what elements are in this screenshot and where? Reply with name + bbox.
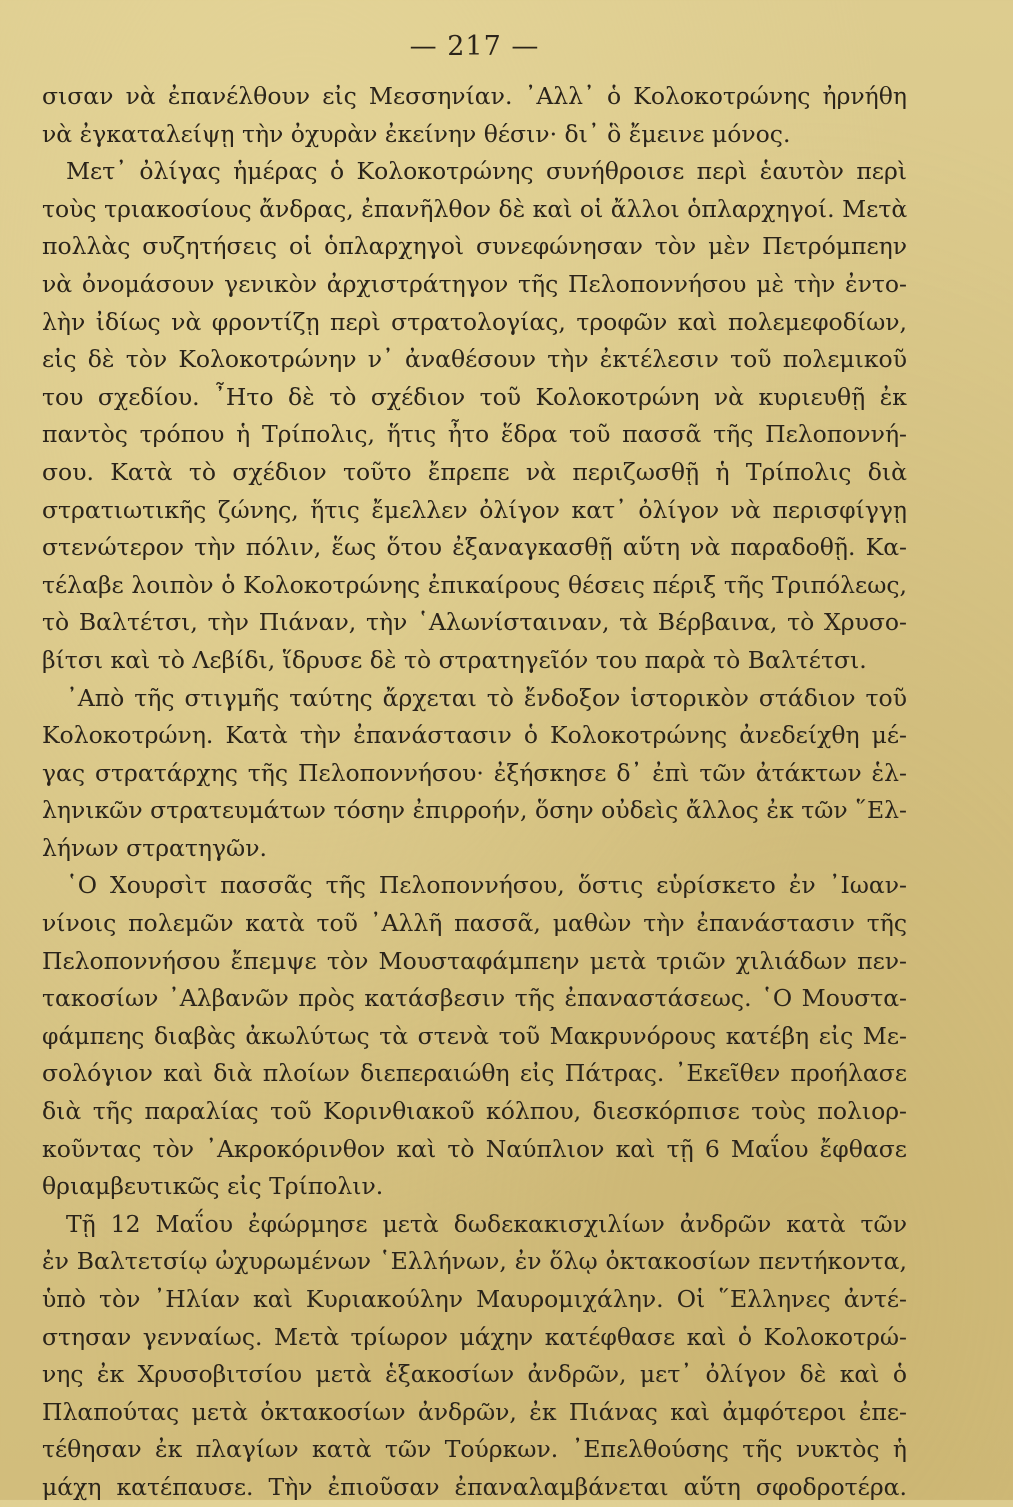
text-line: Τῇ 12 Μαΐου ἐφώρμησε μετὰ δωδεκακισχιλίων ἀνδρῶν κατὰ τῶν [66, 1209, 907, 1238]
book-page [42, 22, 907, 1501]
text-line: νίνοις πολεμῶν κατὰ τοῦ ᾿Αλλῆ πασσᾶ, μαθὼν τὴν ἐπανάστασιν τῆς [42, 909, 907, 938]
text-line: σολόγιον καὶ διὰ πλοίων διεπεραιώθη εἰς Πάτρας. ᾿Εκεῖθεν προήλασε [42, 1059, 907, 1088]
text-line: νὰ ἐγκαταλείψῃ τὴν ὀχυρὰν ἐκείνην θέσιν· δι᾿ ὃ ἔμεινε μόνος. [42, 119, 791, 148]
text-line: τακοσίων ᾿Αλβανῶν πρὸς κατάσβεσιν τῆς ἐπαναστάσεως. ῾Ο Μουστα- [42, 984, 907, 1013]
text-line: θριαμβευτικῶς εἰς Τρίπολιν. [42, 1172, 384, 1201]
text-line: στησαν γενναίως. Μετὰ τρίωρον μάχην κατέφθασε καὶ ὁ Κολοκοτρώ- [42, 1322, 907, 1351]
text-line: ἐν Βαλτετσίῳ ὠχυρωμένων ῾Ελλήνων, ἐν ὅλῳ ὀκτακοσίων πεντήκοντα, [42, 1247, 907, 1276]
text-line: στρατιωτικῆς ζώνης, ἥτις ἔμελλεν ὀλίγον κατ᾿ ὀλίγον νὰ περισφίγγῃ [42, 495, 907, 524]
text-line: λὴν ἰδίως νὰ φροντίζῃ περὶ στρατολογίας, τροφῶν καὶ πολεμεφοδίων, [42, 307, 907, 336]
text-line: ᾿Απὸ τῆς στιγμῆς ταύτης ἄρχεται τὸ ἔνδοξον ἱστορικὸν στάδιον τοῦ [66, 683, 907, 712]
text-line: ληνικῶν στρατευμάτων τόσην ἐπιρροήν, ὅσην οὐδεὶς ἄλλος ἐκ τῶν ῞Ελ- [42, 796, 907, 825]
text-line: γας στρατάρχης τῆς Πελοποννήσου· ἐξήσκησε δ᾿ ἐπὶ τῶν ἀτάκτων ἑλ- [42, 758, 907, 787]
text-line: μάχη κατέπαυσε. Τὴν ἐπιοῦσαν ἐπαναλαμβάνεται αὕτη σφοδροτέρα. [42, 1472, 907, 1501]
text-line: νὰ ὀνομάσουν γενικὸν ἀρχιστράτηγον τῆς Πελοποννήσου μὲ τὴν ἐντο- [42, 269, 907, 298]
text-line: σισαν νὰ ἐπανέλθουν εἰς Μεσσηνίαν. ᾿Αλλ᾿ ὁ Κολοκοτρώνης ἠρνήθη [42, 82, 907, 110]
page-number: — 217 — [409, 31, 540, 62]
text-line: εἰς δὲ τὸν Κολοκοτρώνην ν᾿ ἀναθέσουν τὴν ἐκτέλεσιν τοῦ πολεμικοῦ [42, 345, 907, 374]
text-line: Μετ᾿ ὀλίγας ἡμέρας ὁ Κολοκοτρώνης συνήθροισε περὶ ἑαυτὸν περὶ [66, 157, 907, 186]
text-line: σου. Κατὰ τὸ σχέδιον τοῦτο ἔπρεπε νὰ περιζωσθῇ ἡ Τρίπολις διὰ [42, 457, 907, 486]
text-line: στενώτερον τὴν πόλιν, ἕως ὅτου ἐξαναγκασθῇ αὕτη νὰ παραδοθῇ. Κα- [42, 533, 907, 562]
text-line: ῾Ο Χουρσὶτ πασσᾶς τῆς Πελοποννήσου, ὅστις εὑρίσκετο ἐν ᾿Ιωαν- [66, 871, 907, 900]
text-line: τέλαβε λοιπὸν ὁ Κολοκοτρώνης ἐπικαίρους θέσεις πέριξ τῆς Τριπόλεως, [42, 570, 907, 599]
text-line: πολλὰς συζητήσεις οἱ ὁπλαρχηγοὶ συνεφώνησαν τὸν μὲν Πετρόμπεην [42, 232, 907, 261]
text-line: λήνων στρατηγῶν. [42, 833, 267, 862]
text-line: Κολοκοτρώνη. Κατὰ τὴν ἐπανάστασιν ὁ Κολοκοτρώνης ἀνεδείχθη μέ- [42, 721, 907, 750]
text-line: διὰ τῆς παραλίας τοῦ Κορινθιακοῦ κόλπου, διεσκόρπισε τοὺς πολιορ- [42, 1097, 907, 1126]
text-line: κοῦντας τὸν ᾿Ακροκόρινθον καὶ τὸ Ναύπλιον καὶ τῇ 6 Μαΐου ἔφθασε [42, 1134, 907, 1163]
text-line: βίτσι καὶ τὸ Λεβίδι, ἵδρυσε δὲ τὸ στρατηγεῖόν του παρὰ τὸ Βαλτέτσι. [42, 645, 867, 674]
text-line: Πελοποννήσου ἔπεμψε τὸν Μουσταφάμπεην μετὰ τριῶν χιλιάδων πεν- [42, 946, 907, 975]
text-line: νης ἐκ Χρυσοβιτσίου μετὰ ἑξακοσίων ἀνδρῶν, μετ᾿ ὀλίγον δὲ καὶ ὁ [42, 1360, 907, 1389]
body-text [42, 78, 907, 1507]
text-line: του σχεδίου. ῏Ητο δὲ τὸ σχέδιον τοῦ Κολοκοτρώνη νὰ κυριευθῇ ἐκ [42, 382, 907, 411]
text-line: τὸ Βαλτέτσι, τὴν Πιάναν, τὴν ῾Αλωνίσταιναν, τὰ Βέρβαινα, τὸ Χρυσο- [42, 608, 907, 637]
text-line: ὑπὸ τὸν ᾿Ηλίαν καὶ Κυριακούλην Μαυρομιχάλην. Οἱ ῞Ελληνες ἀντέ- [42, 1285, 907, 1313]
text-line: παντὸς τρόπου ἡ Τρίπολις, ἥτις ἦτο ἕδρα τοῦ πασσᾶ τῆς Πελοποννή- [42, 420, 907, 449]
text-line: φάμπεης διαβὰς ἀκωλύτως τὰ στενὰ τοῦ Μακρυνόρους κατέβη εἰς Με- [42, 1021, 907, 1050]
text-line: Πλαπούτας μετὰ ὀκτακοσίων ἀνδρῶν, ἐκ Πιάνας καὶ ἀμφότεροι ἐπε- [42, 1397, 907, 1426]
text-line: τοὺς τριακοσίους ἄνδρας, ἐπανῆλθον δὲ καὶ οἱ ἄλλοι ὁπλαρχηγοί. Μετὰ [42, 194, 907, 223]
text-line: τέθησαν ἐκ πλαγίων κατὰ τῶν Τούρκων. ᾿Επελθούσης τῆς νυκτὸς ἡ [42, 1435, 907, 1464]
